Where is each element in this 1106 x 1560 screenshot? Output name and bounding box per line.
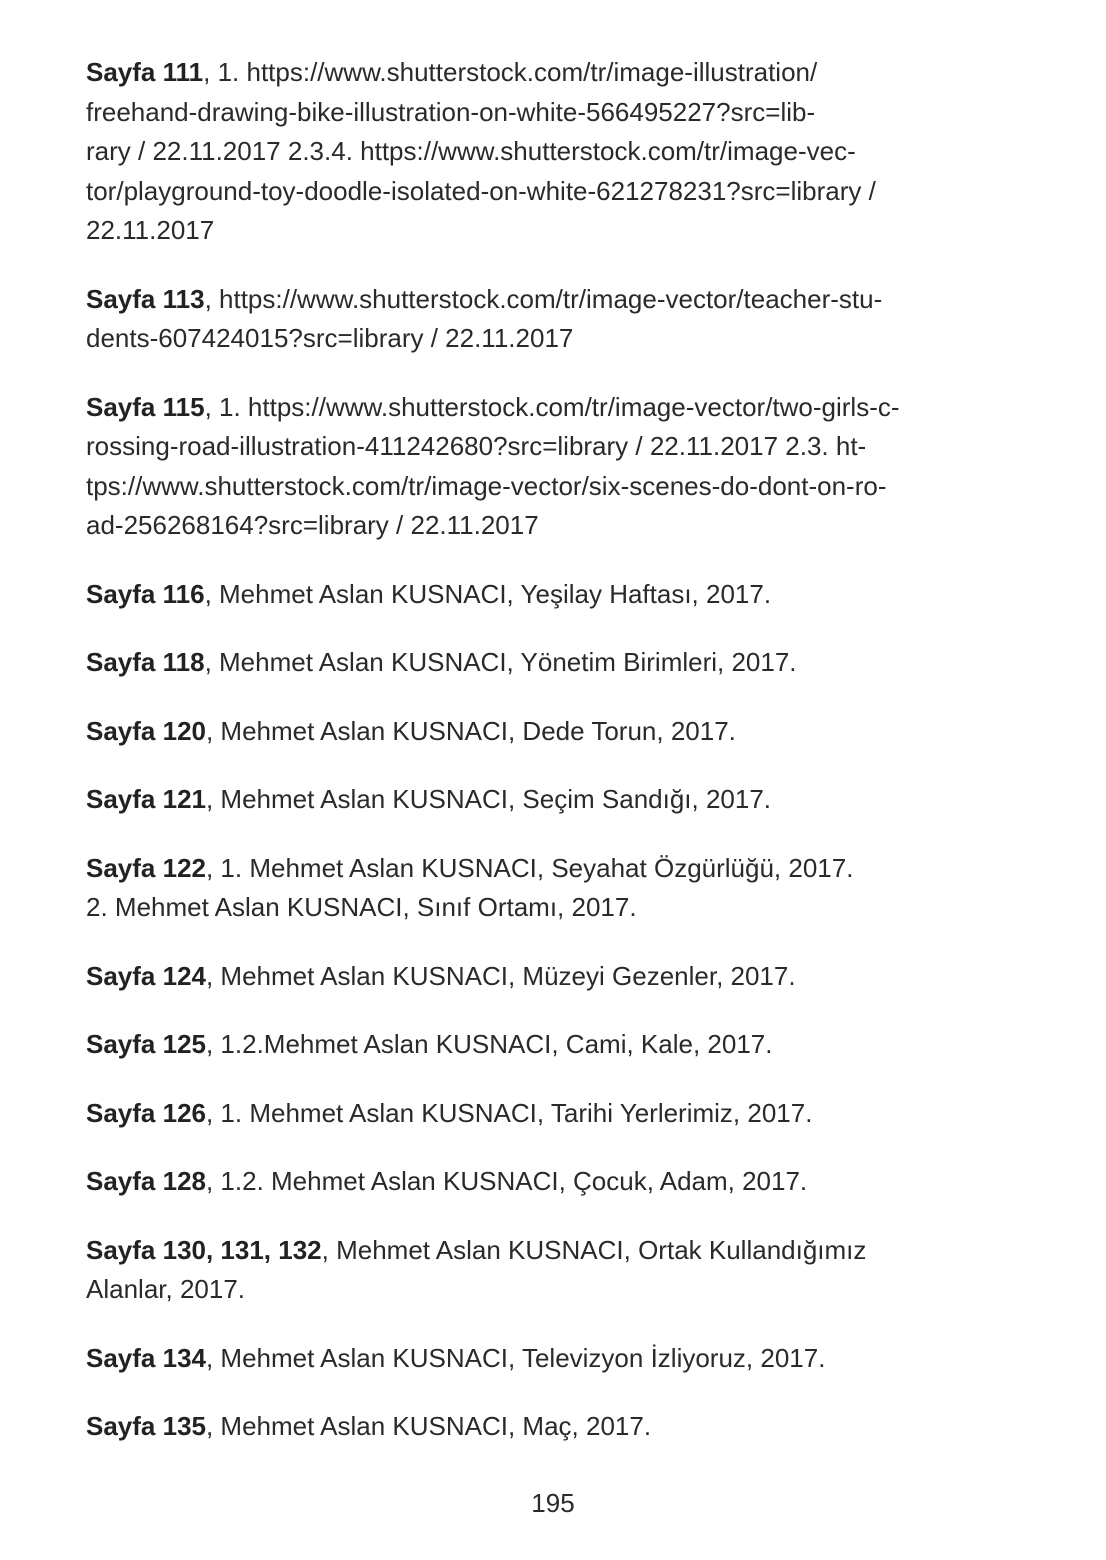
page-reference-label: Sayfa 122 xyxy=(86,852,206,883)
credit-text: 2. Mehmet Aslan KUSNACI, Sınıf Ortamı, 2017. xyxy=(86,892,637,922)
credit-line xyxy=(86,1025,1026,1065)
credit-line xyxy=(86,319,1026,359)
credit-line xyxy=(86,427,1026,467)
credit-entry xyxy=(86,1162,1026,1202)
credit-text: , Mehmet Aslan KUSNACI, Dede Torun, 2017. xyxy=(205,715,736,746)
credit-line xyxy=(86,53,1026,93)
credit-line xyxy=(86,1231,1026,1271)
page-reference-label: Sayfa 121 xyxy=(86,784,206,814)
credit-text: , 1. Mehmet Aslan KUSNACI, Tarihi Yerlerimiz, 2017. xyxy=(205,1097,813,1128)
credit-line xyxy=(86,780,1026,820)
credit-text: 22.11.2017 xyxy=(86,215,215,245)
credit-entry xyxy=(86,849,1026,928)
page-reference-label: Sayfa 120 xyxy=(86,715,206,746)
credit-line xyxy=(86,506,1026,546)
credit-line xyxy=(86,388,1026,428)
credit-text: , Mehmet Aslan KUSNACI, Televizyon İzliyoruz, 2017. xyxy=(205,1342,826,1373)
image-credits-list xyxy=(86,53,1026,1476)
credit-text: , Mehmet Aslan KUSNACI, Seçim Sandığı, 2017. xyxy=(205,784,772,814)
credit-line xyxy=(86,643,1026,683)
credit-text: rary / 22.11.2017 2.3.4. https://www.shutterstock.com/tr/image-vec- xyxy=(86,136,856,166)
credit-text: , Mehmet Aslan KUSNACI, Yönetim Birimleri, 2017. xyxy=(204,647,797,677)
credit-text: , Mehmet Aslan KUSNACI, Maç, 2017. xyxy=(205,1411,652,1441)
page-reference-label: Sayfa 116 xyxy=(86,578,205,609)
credit-line xyxy=(86,211,1026,251)
credit-line xyxy=(86,1407,1026,1447)
credit-text: , 1. https://www.shutterstock.com/tr/image-illustration/ xyxy=(203,57,818,87)
page-reference-label: Sayfa 113 xyxy=(86,283,205,314)
credit-text: rossing-road-illustration-411242680?src=library / 22.11.2017 2.3. ht- xyxy=(86,431,867,461)
credit-text: , Mehmet Aslan KUSNACI, Yeşilay Haftası, 2017. xyxy=(204,578,772,609)
credit-text: , 1.2.Mehmet Aslan KUSNACI, Cami, Kale, 2017. xyxy=(205,1029,773,1059)
credit-entry xyxy=(86,1025,1026,1065)
credit-line xyxy=(86,575,1026,615)
credit-line xyxy=(86,280,1026,320)
credit-text: Alanlar, 2017. xyxy=(86,1274,246,1304)
credit-entry xyxy=(86,388,1026,546)
credit-entry xyxy=(86,712,1026,752)
credit-text: tps://www.shutterstock.com/tr/image-vector/six-scenes-do-dont-on-ro- xyxy=(86,470,887,501)
credit-text: , 1.2. Mehmet Aslan KUSNACI, Çocuk, Adam, 2017. xyxy=(205,1166,808,1196)
credit-entry xyxy=(86,1231,1026,1310)
page-reference-label: Sayfa 130, 131, 132 xyxy=(86,1234,322,1265)
credit-line xyxy=(86,467,1026,507)
credit-text: ad-256268164?src=library / 22.11.2017 xyxy=(86,510,539,540)
credit-line xyxy=(86,1162,1026,1202)
credit-line xyxy=(86,712,1026,752)
credit-line xyxy=(86,888,1026,928)
credit-line xyxy=(86,172,1026,212)
credit-text: freehand-drawing-bike-illustration-on-white-566495227?src=lib- xyxy=(86,96,816,127)
credit-entry xyxy=(86,780,1026,820)
credit-entry xyxy=(86,575,1026,615)
credit-text: , 1. https://www.shutterstock.com/tr/image-vector/two-girls-c- xyxy=(204,391,900,422)
credit-text: , Mehmet Aslan KUSNACI, Müzeyi Gezenler, 2017. xyxy=(205,960,796,991)
page-reference-label: Sayfa 124 xyxy=(86,960,206,991)
page-reference-label: Sayfa 115 xyxy=(86,391,205,422)
page-number: 195 xyxy=(531,1488,575,1518)
credit-text: , 1. Mehmet Aslan KUSNACI, Seyahat Özgürlüğü, 2017. xyxy=(205,852,854,883)
credit-line xyxy=(86,957,1026,997)
credit-line xyxy=(86,849,1026,889)
credit-text: , Mehmet Aslan KUSNACI, Ortak Kullandığımız xyxy=(321,1234,867,1265)
credit-entry xyxy=(86,957,1026,997)
page-reference-label: Sayfa 118 xyxy=(86,647,205,677)
page-reference-label: Sayfa 134 xyxy=(86,1342,206,1373)
page-reference-label: Sayfa 135 xyxy=(86,1411,206,1441)
credit-text: dents-607424015?src=library / 22.11.2017 xyxy=(86,323,574,353)
credit-entry xyxy=(86,280,1026,359)
credit-line xyxy=(86,1339,1026,1379)
page-reference-label: Sayfa 128 xyxy=(86,1166,206,1196)
credit-entry xyxy=(86,53,1026,251)
credit-text: tor/playground-toy-doodle-isolated-on-white-621278231?src=library / xyxy=(86,175,876,206)
credit-text: , https://www.shutterstock.com/tr/image-vector/teacher-stu- xyxy=(204,283,883,314)
page-reference-label: Sayfa 125 xyxy=(86,1029,206,1059)
credit-line xyxy=(86,1270,1026,1310)
credit-entry xyxy=(86,1339,1026,1379)
credit-line xyxy=(86,93,1026,133)
credit-line xyxy=(86,132,1026,172)
credit-entry xyxy=(86,643,1026,683)
credit-line xyxy=(86,1094,1026,1134)
page-reference-label: Sayfa 111 xyxy=(86,57,204,87)
credit-entry xyxy=(86,1094,1026,1134)
credit-entry xyxy=(86,1407,1026,1447)
page-reference-label: Sayfa 126 xyxy=(86,1097,206,1128)
